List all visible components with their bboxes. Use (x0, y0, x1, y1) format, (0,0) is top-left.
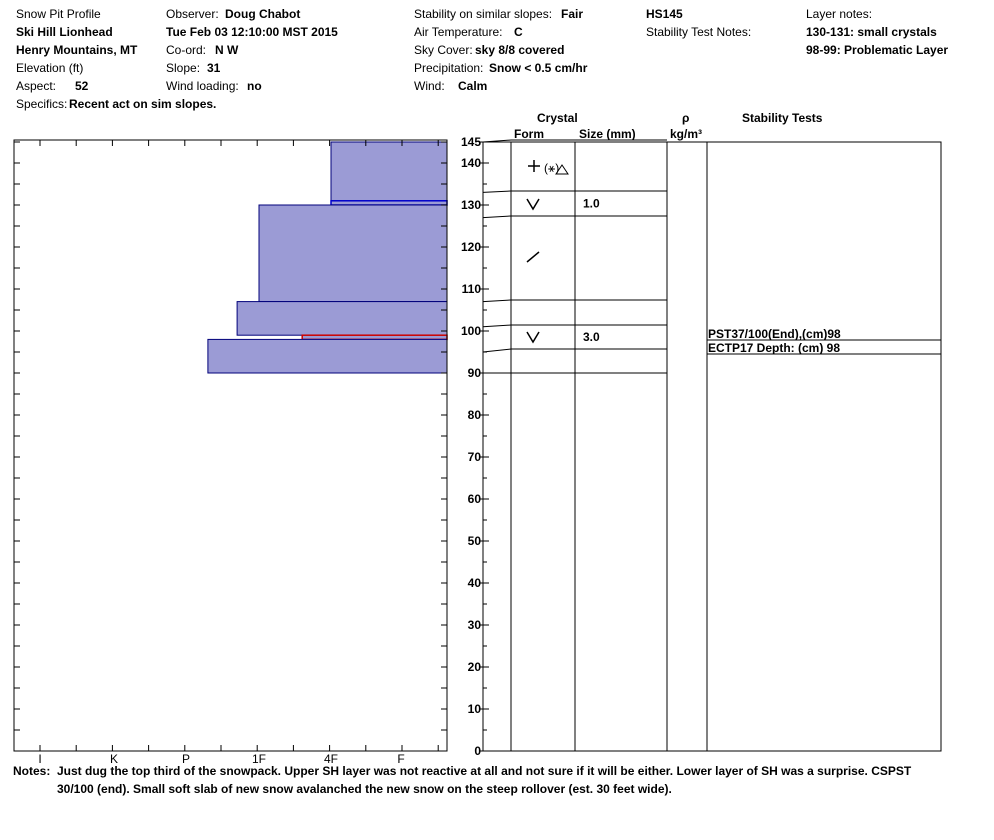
air-temp-label: Air Temperature: (414, 25, 503, 39)
layer-connector (483, 300, 511, 302)
layer-note-2: 98-99: Problematic Layer (806, 43, 949, 57)
hardness-tick-label: I (38, 752, 42, 766)
aspect-value: 52 (75, 79, 89, 93)
wind-value: Calm (458, 79, 488, 93)
layer-connector (483, 349, 511, 352)
notes-line-2: 30/100 (end). Small soft slab of new snow avalanched the new snow on the steep rollover (est. 30 feet wide). (57, 782, 672, 796)
sky-cover-label: Sky Cover: (414, 43, 473, 57)
depth-tick-label: 120 (460, 240, 481, 254)
profile-frame (483, 142, 941, 751)
snow-height: HS145 (646, 7, 683, 21)
hardness-layer-bar (208, 339, 447, 373)
hardness-layer-bar (302, 335, 447, 339)
slope-value: 31 (207, 61, 221, 75)
hardness-layer-bar (331, 142, 447, 201)
layer-note-1: 130-131: small crystals (806, 25, 937, 39)
depth-tick-label: 20 (467, 660, 481, 674)
notes-line-1: Just dug the top third of the snowpack. Upper SH layer was not reactive at all and not sure if it will be either. Lower layer of SH was a surprise. CSPST (57, 764, 912, 778)
precipitation-value: Snow < 0.5 cm/hr (489, 61, 588, 75)
stability-value: Fair (561, 7, 584, 21)
precipitation-label: Precipitation: (414, 61, 484, 75)
layer-connector (483, 191, 511, 192)
depth-tick-label: 0 (474, 744, 481, 758)
layer-notes-label: Layer notes: (806, 7, 873, 21)
depth-tick-label: 60 (467, 492, 481, 506)
depth-tick-label: 140 (460, 156, 481, 170)
hardness-profile (208, 142, 447, 373)
wind-label: Wind: (414, 79, 445, 93)
specifics-label: Specifics: (16, 97, 68, 111)
hardness-layer-bar (259, 205, 447, 302)
stability-test-result: PST37/100(End),(cm)98 (708, 327, 841, 341)
depth-tick-label: 145 (460, 135, 481, 149)
aspect-label: Aspect: (16, 79, 57, 93)
layer-connector (483, 216, 511, 218)
grain-size-value: 1.0 (583, 196, 600, 211)
mixed-forms-icon: (⚹) (544, 161, 560, 175)
stability-label: Stability on similar slopes: (414, 7, 553, 21)
depth-tick-label: 70 (467, 450, 481, 464)
decomposing-particles-icon (527, 252, 539, 262)
form-header: Form (514, 127, 544, 141)
depth-tick-label: 40 (467, 576, 481, 590)
sky-cover-value: sky 8/8 covered (475, 43, 565, 57)
depth-tick-label: 90 (467, 366, 481, 380)
slope-label: Slope: (166, 61, 201, 75)
notes-label: Notes: (13, 764, 51, 778)
elevation-label: Elevation (ft) (16, 61, 84, 75)
stability-test-result: ECTP17 Depth: (cm) 98 (708, 341, 841, 355)
hardness-tick-label: P (181, 752, 191, 766)
wind-loading-label: Wind loading: (166, 79, 239, 93)
depth-tick-label: 10 (467, 702, 481, 716)
depth-tick-label: 130 (460, 198, 481, 212)
hardness-tick-label: F (397, 752, 405, 766)
wind-loading-value: no (247, 79, 262, 93)
depth-tick-label: 50 (467, 534, 481, 548)
density-header: ρ (682, 111, 690, 125)
air-temp-value: C (514, 25, 523, 39)
hardness-tick-label: 4F (323, 752, 339, 766)
hardness-tick-label: K (109, 752, 119, 766)
grain-size-value: 3.0 (583, 330, 600, 344)
depth-tick-label: 100 (460, 324, 481, 338)
location-name: Ski Hill Lionhead (16, 25, 113, 39)
hardness-layer-bar (331, 201, 447, 205)
size-header: Size (mm) (579, 127, 636, 141)
depth-tick-label: 110 (461, 282, 481, 296)
stratigraphy-table (483, 140, 941, 751)
depth-axis (461, 135, 489, 758)
depth-tick-label: 80 (467, 408, 481, 422)
observation-datetime: Tue Feb 03 12:10:00 MST 2015 (166, 25, 338, 39)
page-title: Snow Pit Profile (16, 7, 101, 21)
coord-value: N W (215, 43, 239, 57)
surface-hoar-icon (527, 199, 539, 209)
depth-tick-label: 30 (467, 618, 481, 632)
observer-label: Observer: (166, 7, 219, 21)
coord-label: Co-ord: (166, 43, 207, 57)
observer-value: Doug Chabot (225, 7, 301, 21)
mountain-range: Henry Mountains, MT (16, 43, 138, 57)
layer-connector (483, 325, 511, 327)
crystal-header: Crystal (537, 111, 578, 125)
stability-tests (707, 327, 941, 355)
density-unit: kg/m³ (670, 127, 703, 141)
hardness-layer-bar (237, 302, 447, 336)
stability-test-notes-label: Stability Test Notes: (646, 25, 752, 39)
surface-hoar-icon (527, 332, 539, 342)
hardness-tick-label: 1F (251, 752, 267, 766)
stability-tests-header: Stability Tests (742, 111, 823, 125)
specifics-value: Recent act on sim slopes. (69, 97, 217, 111)
